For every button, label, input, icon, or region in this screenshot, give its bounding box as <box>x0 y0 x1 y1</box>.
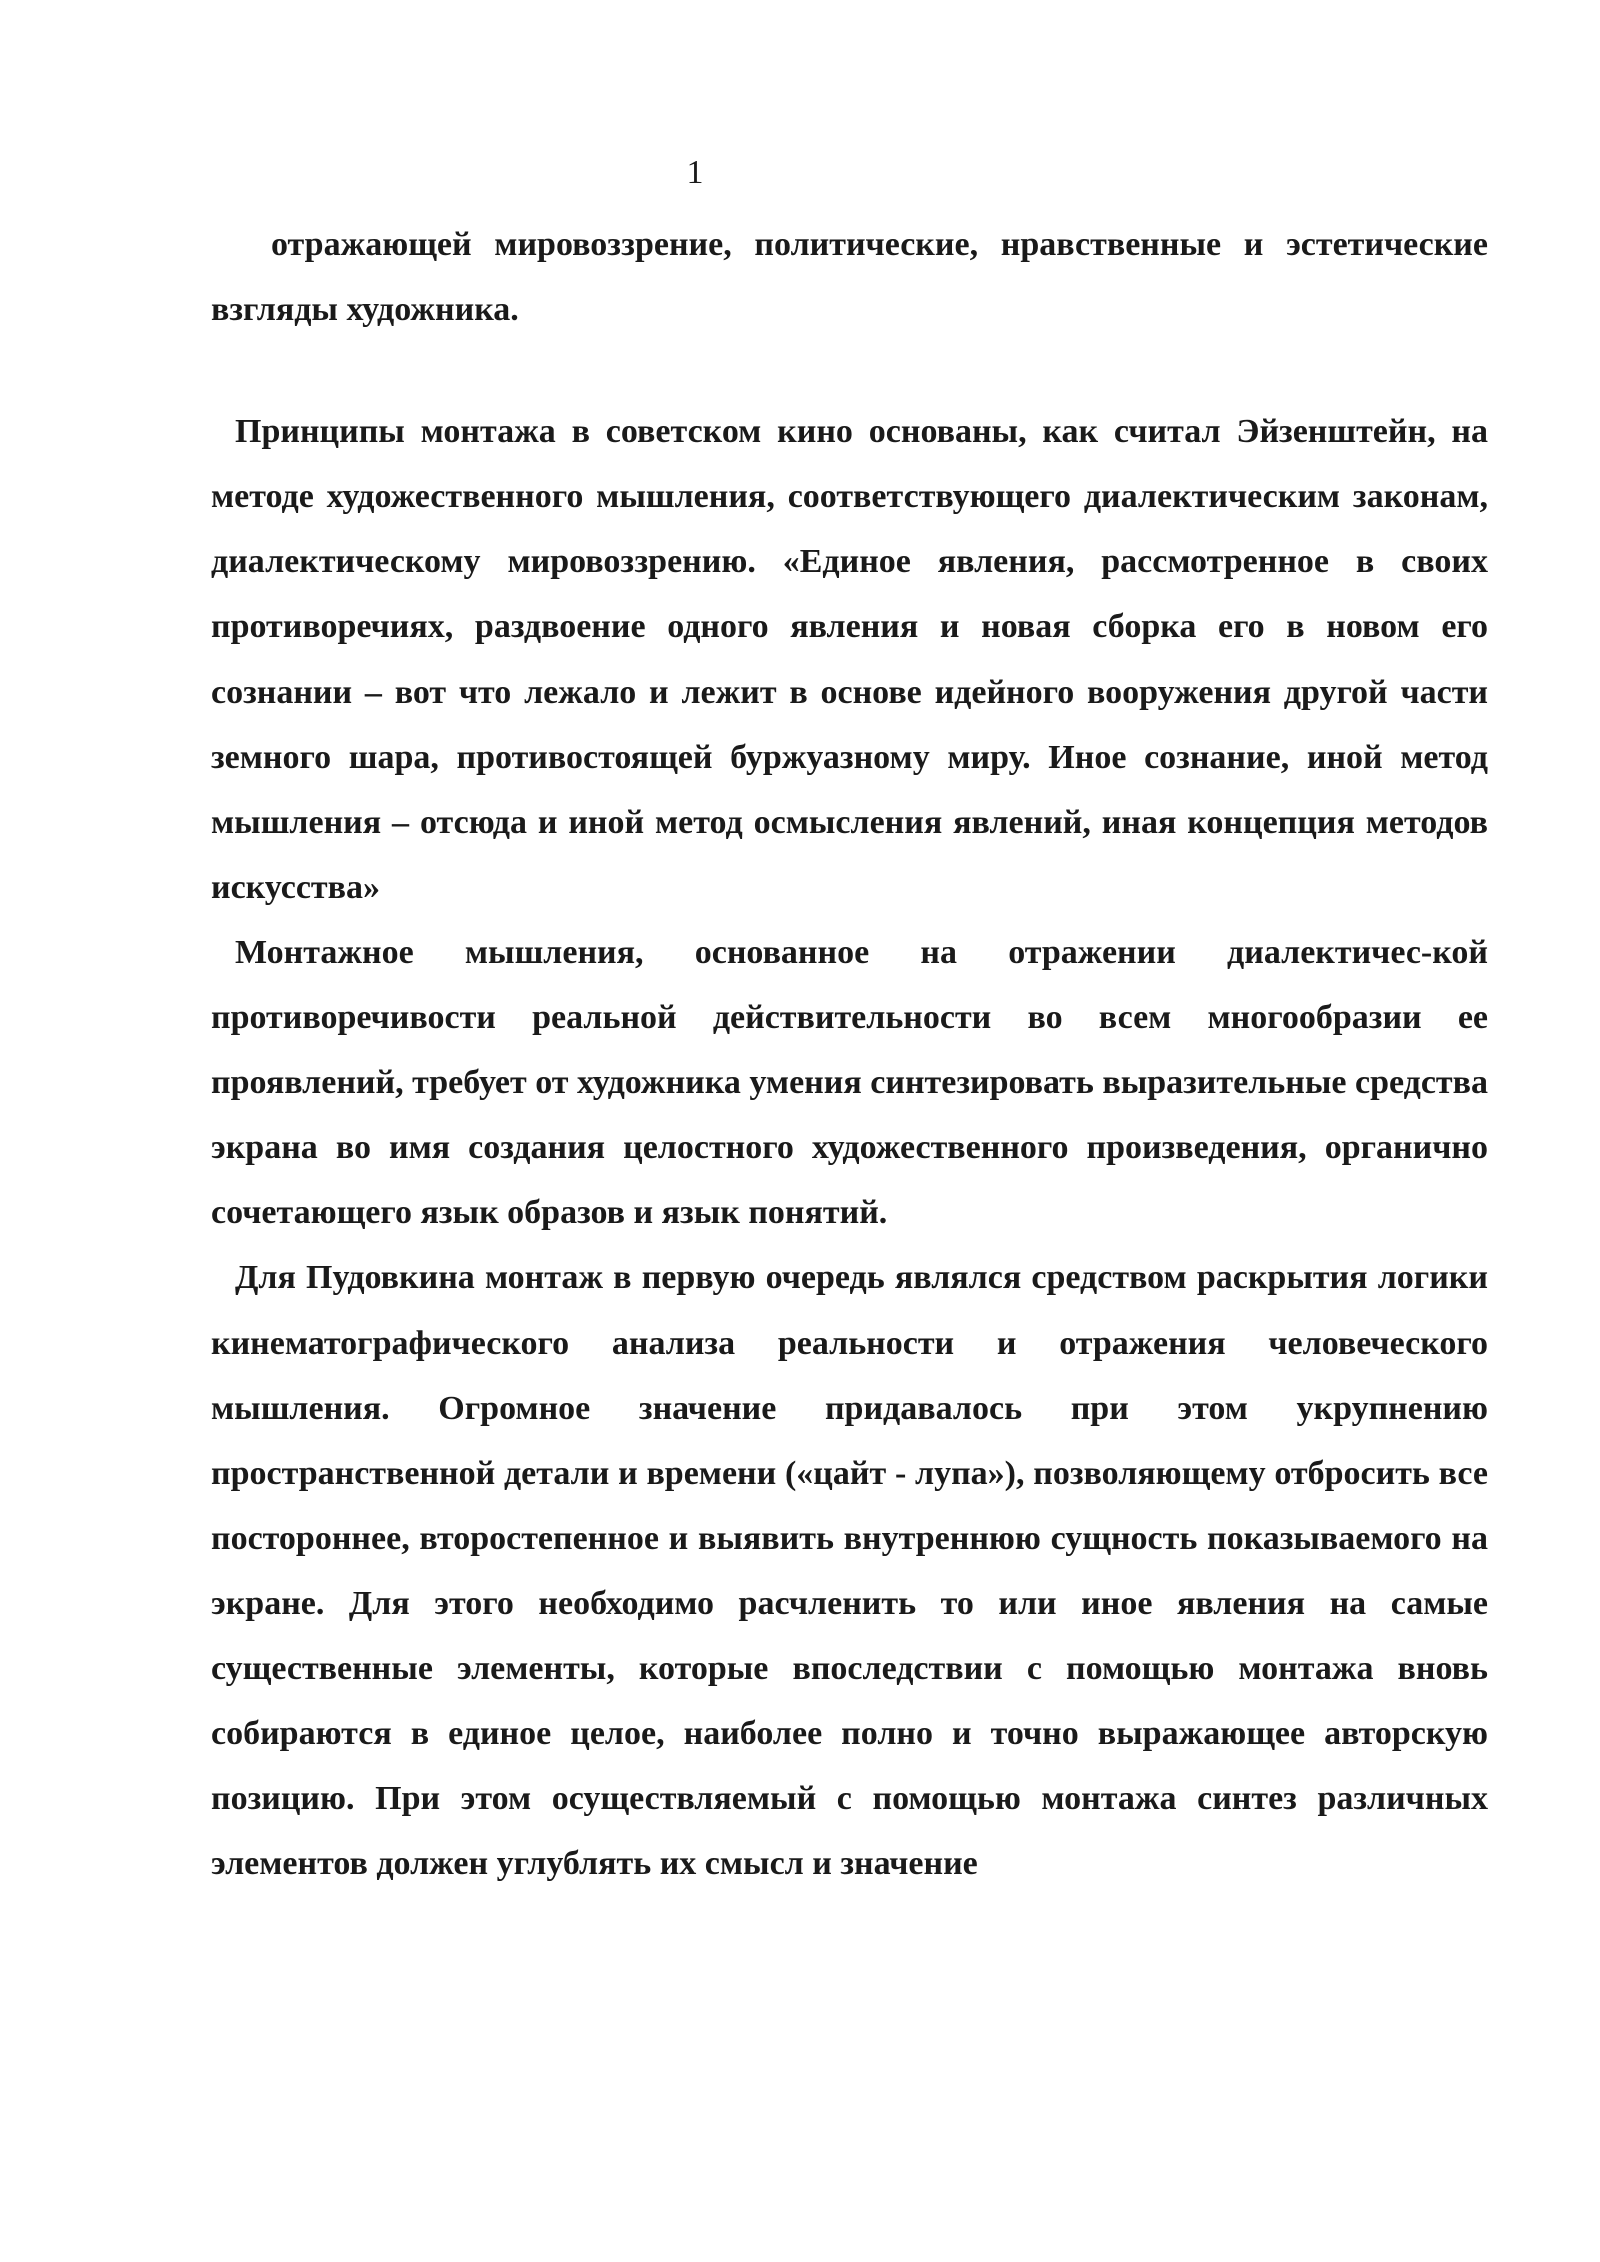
paragraph-montage-thinking: Монтажное мышления, основанное на отражении диалектичес-кой противоречивости реальной действительности во всем многообразии ее проявлений, требует от художника умения синтезировать выразительные средства экрана во имя создания целостного художественного произведения, органично сочетающего язык образов и язык понятий. <box>211 933 1488 1232</box>
document-body <box>211 212 1488 1896</box>
paragraph-gap <box>211 342 1488 399</box>
paragraph-pudovkin: Для Пудовкина монтаж в первую очередь являлся средством раскрытия логики кинематографического анализа реальности и отражения человеческого мышления. Огромное значение придавалось при этом укрупнению пространственной детали и времени («цайт - лупа»), позволяющему отбросить все постороннее, второстепенное и выявить внутреннюю сущность показываемого на экране. Для этого необходимо расчленить то или иное явления на самые существенные элементы, которые впоследствии с помощью монтажа вновь собираются в единое целое, наиболее полно и точно выражающее авторскую позицию. При этом осуществляемый с помощью монтажа синтез различных элементов должен углублять их смысл и значение <box>211 1259 1488 1883</box>
page-number: 1 <box>686 154 704 191</box>
paragraph-eisenstein: Принципы монтажа в советском кино основаны, как считал Эйзенштейн, на методе художественного мышления, соответствующего диалектическим законам, диалектическому мировоззрению. «Единое явления, рассмотренное в своих противоречиях, раздвоение одного явления и новая сборка его в новом его сознании – вот что лежало и лежит в основе идейного вооружения другой части земного шара, противостоящей буржуазному миру. Иное сознание, иной метод мышления – отсюда и иной метод осмысления явлений, иная концепция методов искусства» <box>211 413 1488 906</box>
paragraph-continuation: отражающей мировоззрение, политические, нравственные и эстетические взгляды художника. <box>211 226 1488 329</box>
